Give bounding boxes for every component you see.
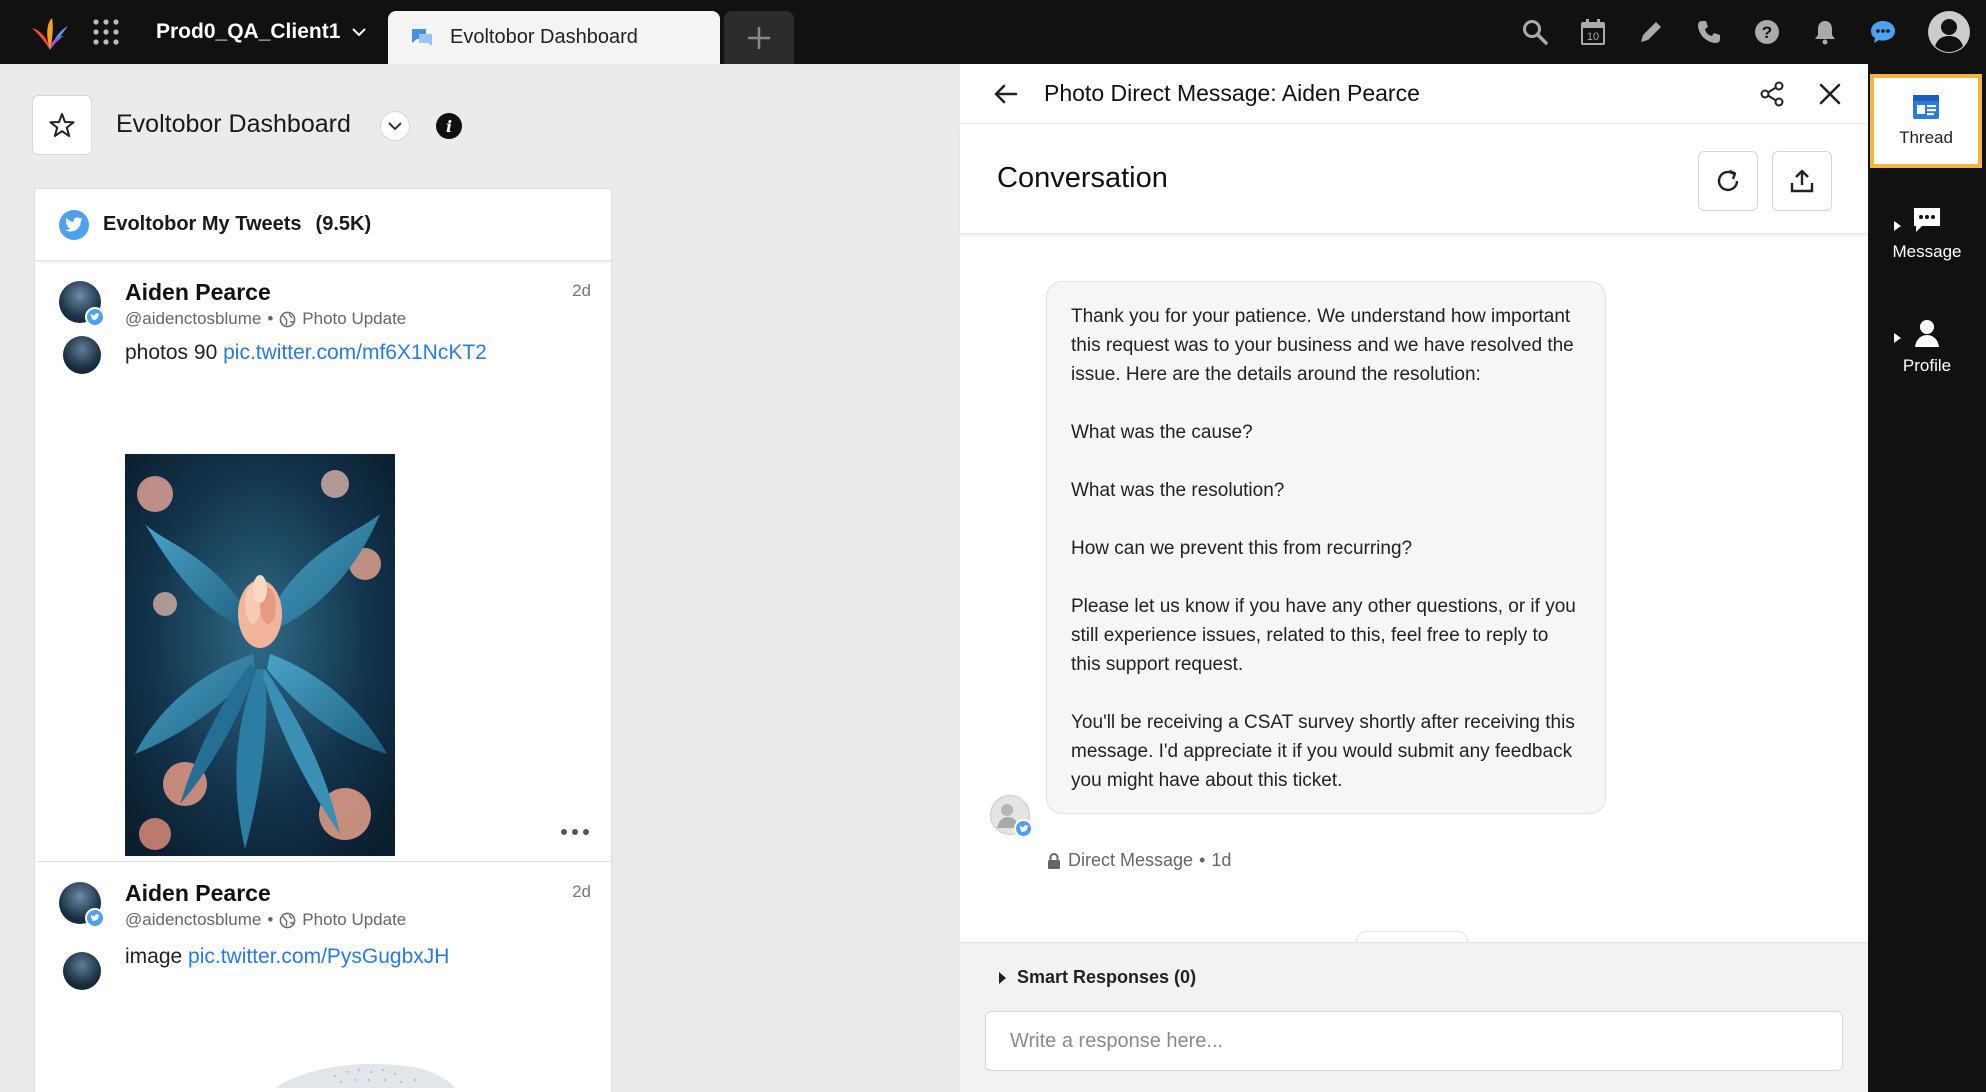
message-bubble[interactable] [1046,281,1606,814]
dashboard-dropdown-button[interactable] [380,111,410,141]
post-meta [125,309,406,329]
rail-label-thread: Thread [1899,128,1953,147]
conversation-body [960,237,1868,942]
meta-separator: • [267,309,274,328]
help-button[interactable] [1738,0,1796,64]
author-avatar-small[interactable] [63,336,101,374]
chat-button[interactable] [1854,0,1912,64]
top-actions [1506,0,1986,64]
message-channel: Direct Message [1068,850,1194,870]
compose-icon [1638,19,1664,45]
add-tab-button[interactable] [724,11,794,64]
dashboard-title: Evoltobor Dashboard [116,110,351,138]
author-handle[interactable]: @aidenctosblume [125,910,262,929]
message-icon [1912,206,1942,234]
svg-text:?: ? [1761,23,1773,42]
rail-label-profile: Profile [1902,356,1952,375]
panel-header [960,64,1868,124]
chevron-down-icon [388,121,402,131]
chevron-down-icon [352,27,366,37]
chat-icon [1869,19,1897,45]
post-link[interactable]: pic.twitter.com/mf6X1NcKT2 [223,341,487,364]
meta-separator: • [1199,850,1206,870]
collapse-caret-icon [1894,333,1901,343]
notification-icon [1813,19,1837,45]
post-meta [125,910,406,930]
sender-avatar[interactable] [990,795,1030,835]
search-button[interactable] [1506,0,1564,64]
info-icon[interactable]: i [436,113,462,139]
author-avatar[interactable] [59,281,101,323]
post-text [125,341,487,365]
compose-button[interactable] [1622,0,1680,64]
search-icon [1522,19,1548,45]
right-rail [1868,64,1986,1092]
tweet-post[interactable] [35,261,611,862]
phone-button[interactable] [1680,0,1738,64]
flower-photo [125,454,395,856]
account-button[interactable] [1912,0,1986,64]
meta-separator: • [267,910,274,929]
conversation-header [960,124,1868,234]
globe-icon [279,311,296,328]
phone-icon [1696,19,1722,45]
refresh-button[interactable] [1698,151,1758,211]
post-type: Photo Update [302,910,407,929]
collapse-caret-icon [1894,221,1901,231]
rail-label-message: Message [1892,242,1962,261]
stream-name: Evoltobor My Tweets [103,213,302,235]
message-meta [1046,850,1231,871]
post-text-body: photos 90 [125,341,224,364]
brand-logo[interactable] [30,16,70,50]
tab-evoltobor-dashboard[interactable] [388,11,720,64]
profile-icon [1913,318,1941,348]
post-text [125,945,449,969]
dashboard-chat-icon [410,26,434,50]
photo-preview-partial [275,1058,455,1088]
stream-header[interactable] [35,189,611,261]
account-icon [1927,10,1971,54]
author-name[interactable]: Aiden Pearce [125,880,271,906]
help-icon [1754,19,1780,45]
calendar-button[interactable] [1564,0,1622,64]
post-time: 2d [572,281,591,300]
workspace-switcher[interactable] [156,20,366,44]
calendar-icon [1580,18,1606,46]
twitter-badge-icon [85,307,105,327]
post-text-body: image [125,945,189,968]
top-bar [0,0,1986,64]
tweet-stream [34,188,612,1092]
author-avatar-small[interactable] [63,952,101,990]
message-time: 1d [1211,850,1232,870]
tab-label: Evoltobor Dashboard [450,26,638,48]
workspace-name: Prod0_QA_Client1 [156,20,341,43]
rail-item-profile[interactable] [1868,318,1986,376]
star-icon [49,112,75,138]
refresh-icon [1715,168,1741,194]
plus-icon [746,25,772,51]
globe-icon [279,912,296,929]
message-paragraph: What was the cause? [1071,422,1253,443]
upload-icon [1789,168,1815,194]
notifications-button[interactable] [1796,0,1854,64]
panel-title: Photo Direct Message: Aiden Pearce [1044,80,1420,106]
post-photo[interactable] [125,454,395,856]
smart-responses-label: Smart Responses (0) [1017,967,1197,987]
author-handle[interactable]: @aidenctosblume [125,309,262,328]
message-paragraph: Thank you for your patience. We understand how important this request was to your business and we have resolved the issue. Here are the details around the resolution: [1071,306,1574,385]
lock-icon [1046,852,1062,870]
scroll-indicator[interactable] [1356,931,1468,942]
calendar-day: 10 [1586,31,1600,43]
post-type: Photo Update [302,309,407,328]
rail-item-thread[interactable] [1870,74,1982,168]
export-button[interactable] [1772,151,1832,211]
message-paragraph: What was the resolution? [1071,480,1285,501]
post-link[interactable]: pic.twitter.com/PysGugbxJH [188,945,450,968]
post-time: 2d [572,882,591,901]
twitter-icon [59,210,89,240]
smart-responses-toggle[interactable] [998,967,1196,988]
apps-grid-icon[interactable] [92,18,120,46]
share-icon[interactable] [1758,80,1786,108]
message-paragraph: Please let us know if you have any other questions, or if you still experience issues, related to this, feel free to reply to this support request. [1071,596,1576,675]
close-icon[interactable] [1816,80,1844,108]
favorite-button[interactable] [32,95,92,155]
author-avatar[interactable] [59,882,101,924]
tweet-post[interactable] [35,862,611,1092]
back-arrow-icon[interactable] [992,80,1020,108]
caret-right-icon [998,971,1007,985]
reply-input[interactable] [985,1011,1843,1071]
stream-count: (9.5K) [315,213,372,235]
more-options-button[interactable] [561,829,589,839]
twitter-badge-icon [1014,819,1033,838]
conversation-title: Conversation [997,162,1168,194]
twitter-badge-icon [85,908,105,928]
thread-icon [1912,94,1940,120]
author-name[interactable]: Aiden Pearce [125,279,271,305]
reply-area [960,942,1868,1092]
message-paragraph: You'll be receiving a CSAT survey shortly after receiving this message. I'd appreciate it if you would submit any feedback you might have about this ticket. [1071,712,1575,791]
rail-item-message[interactable] [1868,206,1986,262]
message-panel [960,64,1868,1092]
message-paragraph: How can we prevent this from recurring? [1071,538,1413,559]
